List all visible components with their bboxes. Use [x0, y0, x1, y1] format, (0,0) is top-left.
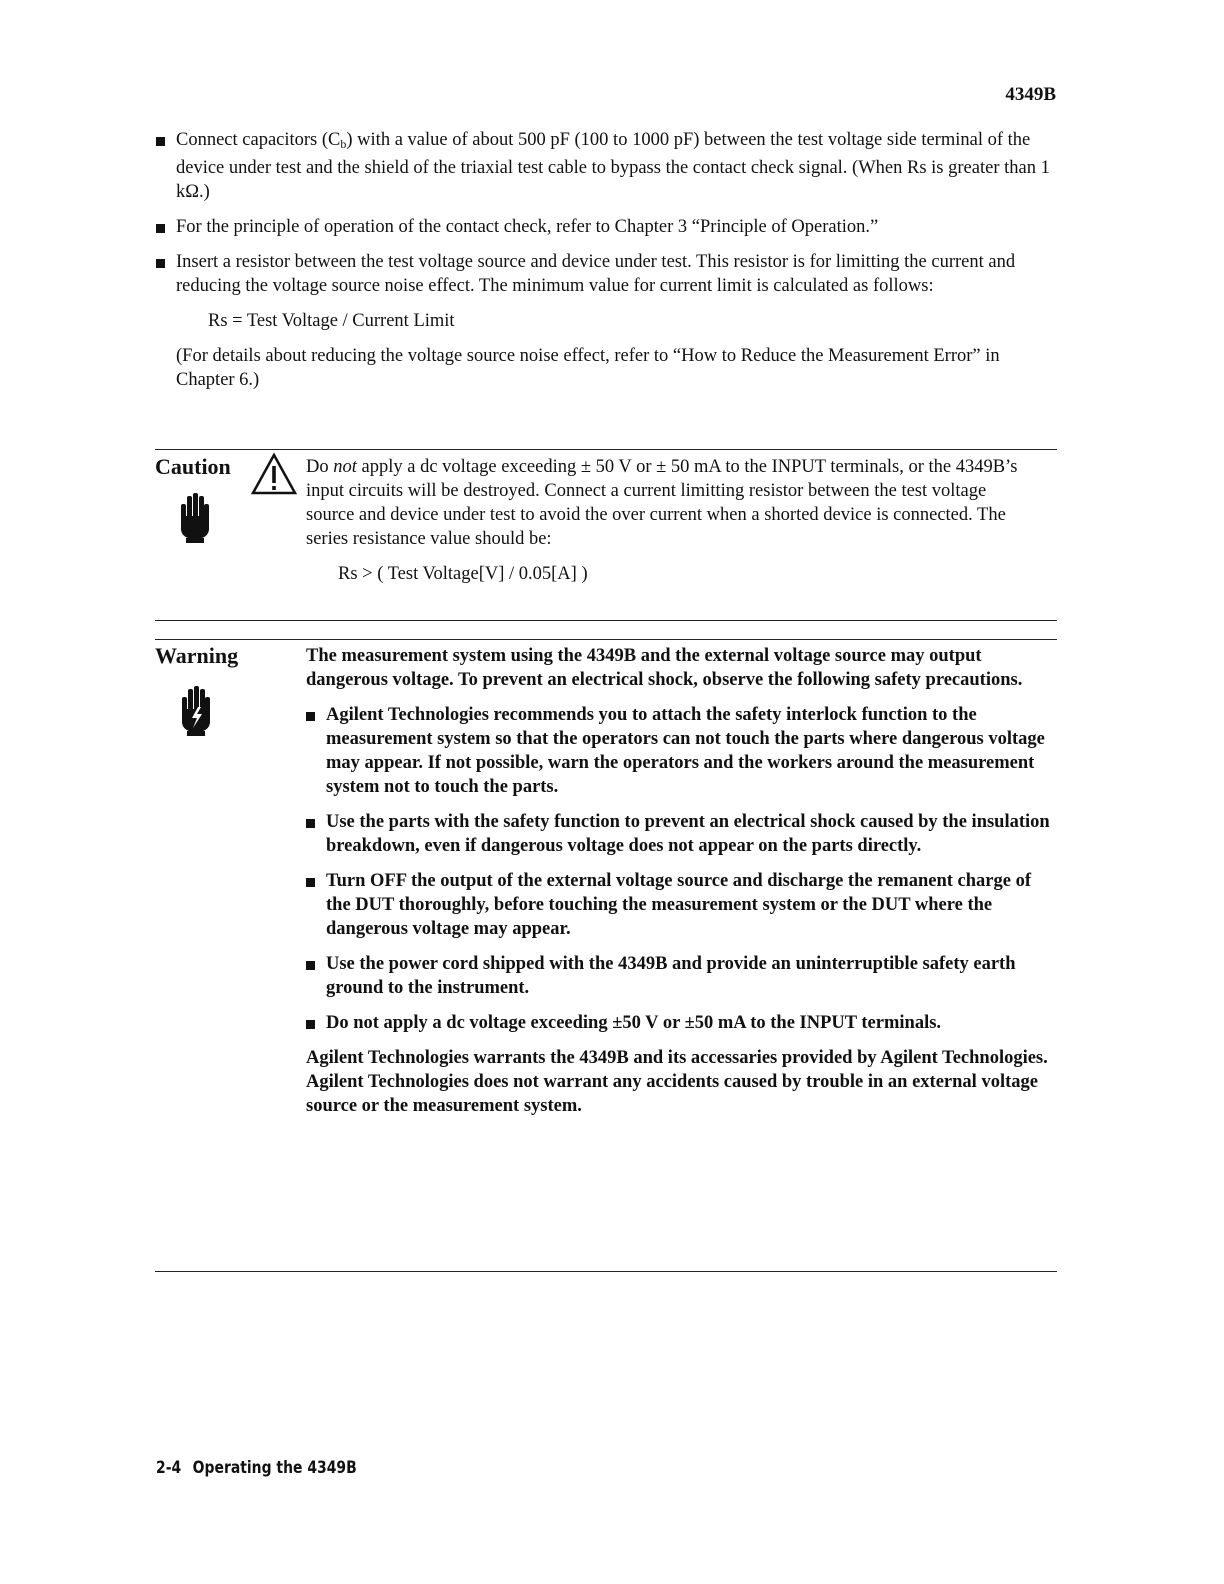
warning-closing: Agilent Technologies warrants the 4349B and its accessaries provided by Agilent Technologies. Agilent Technologies does not warrant any accidents caused by trouble in an external voltage source or the measurement system.: [306, 1048, 1048, 1116]
section-title: Operating the 4349B: [192, 1458, 357, 1478]
page-footer: [156, 1458, 357, 1478]
page-number: 2-4: [156, 1458, 182, 1478]
series-resistance-formula: Rs > ( Test Voltage[V] / 0.05[A] ): [338, 564, 588, 584]
warning-bottom-rule: [155, 1271, 1057, 1272]
list-item: Use the power cord shipped with the 4349B and provide an uninterruptible safety earth ground to the instrument.: [306, 952, 1058, 1000]
bullet-square-icon: [306, 961, 315, 970]
current-limit-formula: Rs = Test Voltage / Current Limit: [208, 311, 455, 331]
list-item: Do not apply a dc voltage exceeding ±50 V or ±50 mA to the INPUT terminals.: [306, 1011, 1058, 1035]
warning-label: Warning: [155, 643, 239, 668]
bullet-square-icon: [306, 878, 315, 887]
warning-top-rule: [155, 639, 1057, 640]
intro-bullet-list: [156, 128, 1056, 392]
bullet-square-icon: [306, 1020, 315, 1029]
warning-text: [306, 644, 1058, 1129]
list-item: For the principle of operation of the contact check, refer to Chapter 3 “Principle of Operation.”: [156, 215, 1056, 239]
bullet-square-icon: [156, 137, 165, 146]
caution-text: [306, 455, 1036, 597]
list-item: Turn OFF the output of the external voltage source and discharge the remanent charge of the DUT thoroughly, before touching the measurement system or the DUT where the dangerous voltage may appear.: [306, 869, 1058, 941]
list-item: Insert a resistor between the test voltage source and device under test. This resistor is for limitting the current and reducing the voltage source noise effect. The minimum value for current limit is calculated as follows:: [156, 250, 1056, 298]
bullet-square-icon: [156, 224, 165, 233]
list-item: Connect capacitors $(C_b)$ with a value of about 500 pF (100 to 1000 pF) between the test voltage side terminal of the device under test and the shield of the triaxial test cable to bypass the contact check signal. (When Rs is greater than 1 kΩ.): [156, 128, 1056, 204]
caution-paragraph: Do not apply a dc voltage exceeding ± 50 V or ± 50 mA to the INPUT terminals, or the 4349B’s input circuits will be destroyed. Connect a current limitting resistor between the test voltage source and device under test to avoid the over current when a shorted device is connected. The series resistance value should be:: [306, 457, 1018, 549]
hand-shock-icon: [179, 683, 213, 741]
running-header: 4349B: [1005, 84, 1056, 105]
bullet-square-icon: [306, 819, 315, 828]
caution-label: Caution: [155, 454, 231, 479]
list-item: Agilent Technologies recommends you to attach the safety interlock function to the measurement system so that the operators can not touch the parts where dangerous voltage may appear. If not possible, warn the operators and the workers around the measurement system not to touch the parts.: [306, 703, 1058, 799]
noise-reference-note: (For details about reducing the voltage source noise effect, refer to “How to Reduce the Measurement Error” in Chapter 6.): [176, 346, 1000, 390]
hand-stop-icon: [178, 490, 212, 548]
warning-triangle-icon: [250, 452, 298, 500]
warning-intro: The measurement system using the 4349B and the external voltage source may output dangerous voltage. To prevent an electrical shock, observe the following safety precautions.: [306, 646, 1023, 690]
bullet-square-icon: [306, 712, 315, 721]
list-item: Use the parts with the safety function to prevent an electrical shock caused by the insulation breakdown, even if dangerous voltage does not appear on the parts directly.: [306, 810, 1058, 858]
caution-bottom-rule: [155, 620, 1057, 621]
caution-top-rule: [155, 449, 1057, 450]
bullet-square-icon: [156, 259, 165, 268]
